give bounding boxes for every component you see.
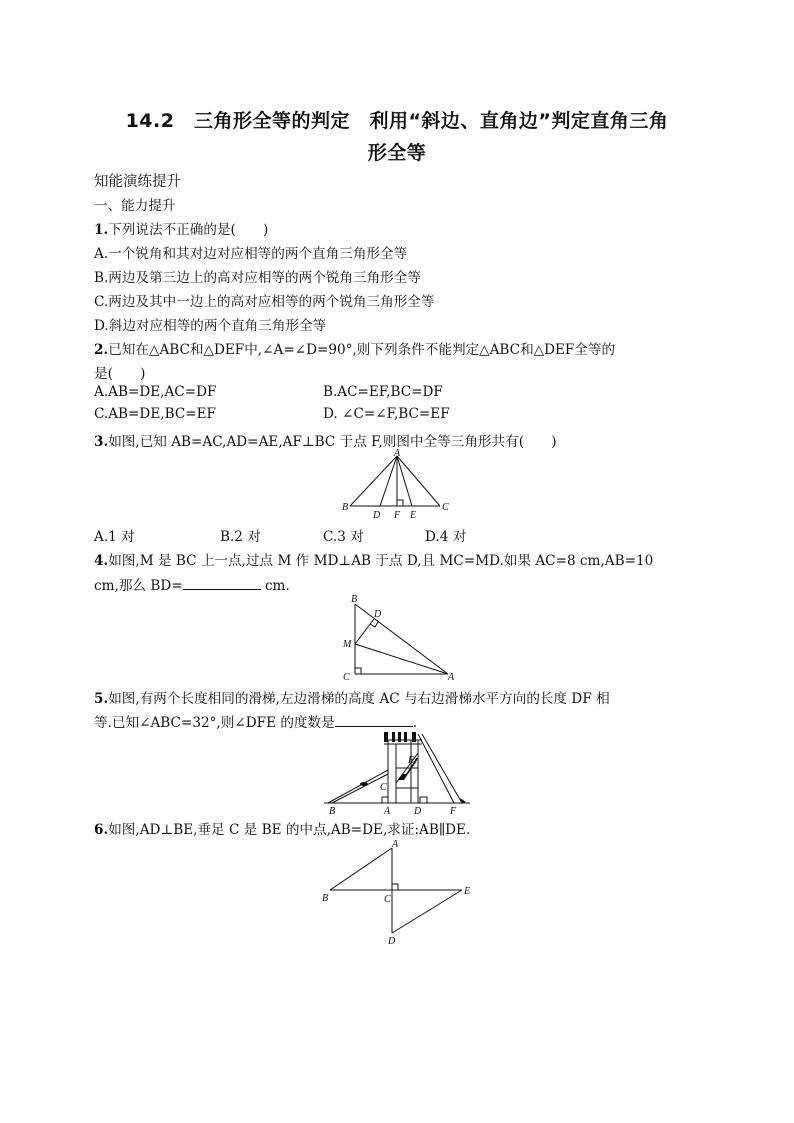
label-b: B bbox=[351, 594, 358, 605]
label-d: D bbox=[414, 806, 422, 817]
question-2 bbox=[94, 338, 615, 358]
question-number: 2. bbox=[94, 342, 109, 358]
q3-option-b: B.2 对 bbox=[220, 529, 261, 545]
answer-blank[interactable] bbox=[183, 577, 261, 590]
q3-option-d: D.4 对 bbox=[425, 529, 467, 545]
question-stem: . bbox=[412, 715, 418, 731]
question-number: 5. bbox=[94, 691, 109, 707]
question-stem: cm. bbox=[260, 578, 290, 594]
q3-option-c: C.3 对 bbox=[323, 529, 364, 545]
q4-figure bbox=[340, 592, 460, 684]
question-number: 1. bbox=[94, 222, 109, 238]
label-m: M bbox=[343, 639, 352, 650]
q2-option-b: B.AC=EF,BC=DF bbox=[323, 384, 443, 400]
label-b: B bbox=[329, 806, 336, 817]
question-4 bbox=[94, 549, 653, 569]
q3-option-a: A.1 对 bbox=[94, 529, 135, 545]
label-d: D bbox=[374, 609, 382, 620]
question-number: 4. bbox=[94, 553, 109, 569]
page-title-line-2: 形全等 bbox=[367, 142, 427, 164]
label-e: E bbox=[408, 755, 415, 766]
label-f: F bbox=[450, 806, 457, 817]
question-stem: 等.已知∠ABC=32°,则∠DFE 的度数是 bbox=[94, 715, 335, 731]
question-4-cont bbox=[94, 574, 290, 594]
label-d: D bbox=[373, 510, 381, 521]
label-b: B bbox=[342, 502, 349, 513]
q5-figure bbox=[322, 728, 472, 818]
label-a: A bbox=[394, 448, 401, 459]
label-a: A bbox=[392, 839, 399, 850]
label-e: E bbox=[410, 510, 417, 521]
label-a: A bbox=[384, 806, 391, 817]
question-5 bbox=[94, 687, 610, 707]
question-stem: 已知在△ABC和△DEF中,∠A=∠D=90°,则下列条件不能判定△ABC和△DEF全等的 bbox=[108, 342, 616, 358]
label-f: F bbox=[394, 510, 401, 521]
label-c: C bbox=[343, 672, 350, 683]
q3-figure bbox=[340, 450, 455, 522]
label-b: B bbox=[322, 893, 329, 904]
q1-option-c: C.两边及其中一边上的高对应相等的两个锐角三角形全等 bbox=[94, 294, 435, 310]
q1-option-d: D.斜边对应相等的两个直角三角形全等 bbox=[94, 318, 327, 334]
label-d: D bbox=[388, 936, 396, 947]
question-number: 6. bbox=[94, 822, 109, 838]
question-stem: 如图,AD⊥BE,垂足 C 是 BE 的中点,AB=DE,求证:AB∥DE. bbox=[108, 822, 471, 838]
subsection-heading: 一、能力提升 bbox=[94, 198, 176, 214]
q2-option-c: C.AB=DE,BC=EF bbox=[94, 406, 216, 422]
page-title-line-1: 14.2 三角形全等的判定 利用“斜边、直角边”判定直角三角 bbox=[125, 110, 669, 132]
label-c: C bbox=[380, 782, 387, 793]
question-stem: 如图,M 是 BC 上一点,过点 M 作 MD⊥AB 于点 D,且 MC=MD.如果 AC=8 cm,AB=10 bbox=[108, 553, 654, 569]
answer-blank[interactable] bbox=[335, 714, 413, 727]
question-1 bbox=[94, 218, 268, 238]
question-3 bbox=[94, 430, 557, 450]
question-2-cont: 是( ) bbox=[94, 366, 146, 382]
q2-option-d: D. ∠C=∠F,BC=EF bbox=[323, 406, 450, 422]
q2-option-a: A.AB=DE,AC=DF bbox=[94, 384, 217, 400]
section-heading: 知能演练提升 bbox=[94, 174, 181, 190]
q1-option-a: A.一个锐角和其对边对应相等的两个直角三角形全等 bbox=[94, 246, 408, 262]
label-c: C bbox=[442, 502, 449, 513]
label-c: C bbox=[384, 894, 391, 905]
question-stem: cm,那么 BD= bbox=[94, 578, 183, 594]
question-number: 3. bbox=[94, 434, 109, 450]
q6-figure bbox=[320, 838, 480, 948]
question-stem: 如图,已知 AB=AC,AD=AE,AF⊥BC 于点 F,则图中全等三角形共有( ) bbox=[108, 434, 557, 450]
question-stem: 下列说法不正确的是( ) bbox=[108, 222, 269, 238]
label-e: E bbox=[464, 886, 471, 897]
label-a: A bbox=[448, 672, 455, 683]
question-stem: 如图,有两个长度相同的滑梯,左边滑梯的高度 AC 与右边滑梯水平方向的长度 DF 相 bbox=[108, 691, 610, 707]
q1-option-b: B.两边及第三边上的高对应相等的两个锐角三角形全等 bbox=[94, 270, 421, 286]
question-6 bbox=[94, 818, 470, 838]
